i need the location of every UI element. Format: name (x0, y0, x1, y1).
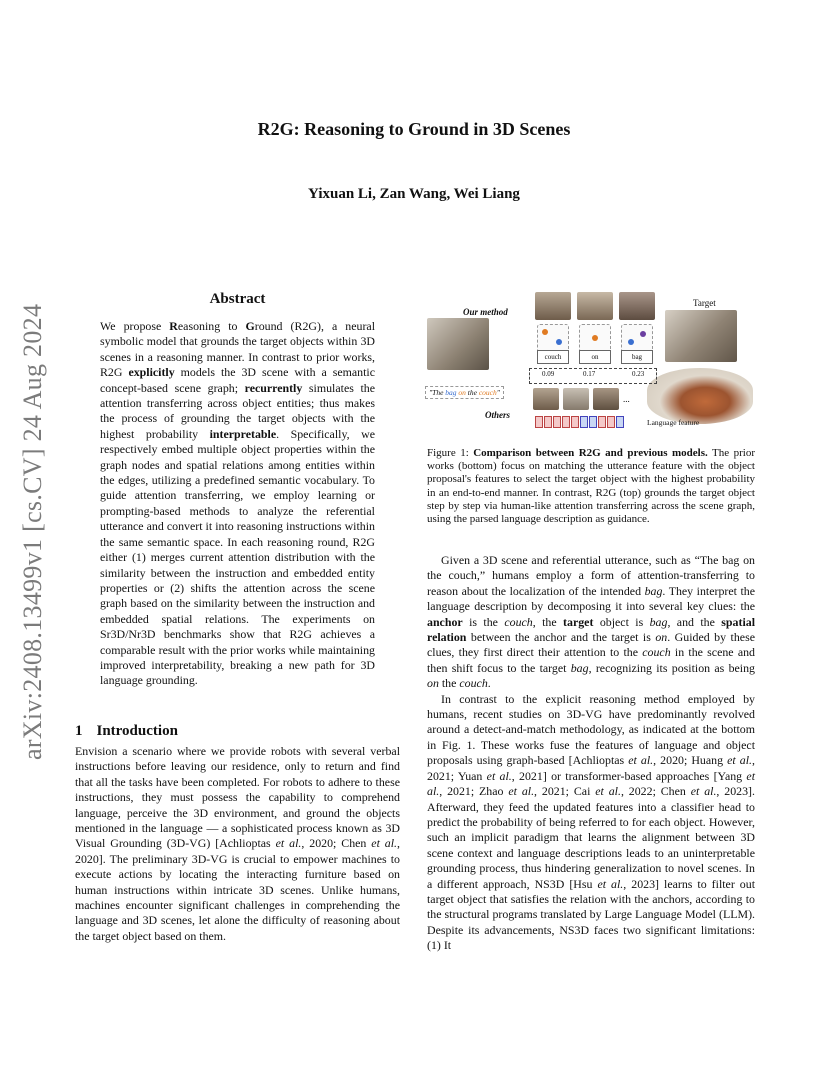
object-proposal-thumbnail (593, 388, 619, 410)
object-thumbnail (535, 292, 571, 320)
object-proposal-thumbnail (563, 388, 589, 410)
introduction-right-column (427, 553, 755, 954)
object-proposal-thumbnail (533, 388, 559, 410)
graph-node (579, 324, 611, 352)
label-our-method: Our method (463, 307, 508, 317)
section-heading-introduction: 1 Introduction (75, 723, 178, 739)
graph-node (621, 324, 653, 352)
score-value: 0.23 (632, 370, 645, 378)
object-thumbnail (577, 292, 613, 320)
score-value: 0.09 (542, 370, 555, 378)
object-thumbnail (619, 292, 655, 320)
paper-authors: Yixuan Li, Zan Wang, Wei Liang (308, 186, 520, 202)
label-others: Others (485, 410, 511, 420)
paragraph: Given a 3D scene and referential utterance, such as “The bag on the couch,” humans employ a form of attention-transferring to reason about the localization of the intended bag. They interpret the language description by decomposing it into several key clues: the anchor is the couch, the target object is bag, and the spatial relation between the anchor and the target is on. Guided by these clues, they first direct their attention to the couch in the scene and then shift focus to the target bag, recognizing its position as being on the couch. (427, 553, 755, 691)
introduction-body: Envision a scenario where we provide robots with several verbal instructions before leaving our residence, only to return and find that all the tasks have been completed. For robots to adhere to these instructions, they must possess the capability to comprehend language, perceive the 3D environment, and ground the objects mentioned in the language — a sophisticated process known as 3D Visual Grounding (3D-VG) [Achlioptas et al., 2020; Chen et al., 2020]. The preliminary 3D-VG is crucial to empower machines to execute actions by locating the interacting furniture based on human instructions within intricate 3D scenes. Unlike humans, machines encounter significant challenges in comprehending the language and 3D scenes, let alone the difficulty of reasoning about the target object based on them. (75, 744, 401, 943)
scene-render-image (427, 318, 489, 370)
language-feature-bar (535, 416, 635, 428)
arxiv-side-stamp: arXiv:2408.13499v1 [cs.CV] 24 Aug 2024 (18, 303, 47, 760)
abstract-heading: Abstract (209, 291, 266, 307)
target-zoom-image (647, 368, 753, 424)
figure-1 (425, 290, 755, 438)
graph-node (537, 324, 569, 352)
word-box-on: on (579, 350, 611, 364)
figure-1-caption: Figure 1: Comparison between R2G and previous models. The prior works (bottom) focus on matching the utterance feature with the object proposal's features to select the target object with the highest probability in an end-to-end manner. In contrast, R2G (top) grounds the target object step by step via human-like attention transferring across the scene graph, using the parsed language description as guidance. (427, 447, 755, 526)
word-box-couch: couch (537, 350, 569, 364)
utterance-text: "The bag on the couch" (425, 386, 504, 399)
word-box-bag: bag (621, 350, 653, 364)
label-target: Target (693, 298, 716, 308)
target-scene-image (665, 310, 737, 362)
paper-title: R2G: Reasoning to Ground in 3D Scenes (257, 119, 571, 139)
paragraph: In contrast to the explicit reasoning method employed by humans, recent studies on 3D-VG have predominantly revolved around a detect-and-match methodology, as indicated at the bottom in Fig. 1. These works fuse the features of language and object proposals using graph-based [Achlioptas et al., 2020; Huang et al., 2021; Yuan et al., 2021] or transformer-based approaches [Yang et al., 2021; Zhao et al., 2021; Cai et al., 2022; Chen et al., 2023]. Afterward, they feed the updated features into a classifier head to predict the probability of being referred to for each object. However, such an implicit paradigm that learns the alignment between 3D scene context and language descriptions leads to an uninterpretable grounding process, thus hindering generalization to novel scenes. In a different approach, NS3D [Hsu et al., 2023] learns to filter out target object that satisfies the relation with the anchors, according to the structural programs translated by Large Language Model (LLM). Despite its advancements, NS3D faces two significant limitations: (1) It (427, 691, 756, 953)
abstract-body: We propose Reasoning to Ground (R2G), a neural symbolic model that grounds the target objects within 3D scenes in a reasoning manner. In contrast to prior works, R2G explicitly models the 3D scene with a semantic concept-based scene graph; recurrently simulates the attention transferring across object entities; thus makes the process of grounding the target objects with the highest probability interpretable. Specifically, we respectively embed multiple object properties within the graph nodes and spatial relations among entities within the edges, utilizing a predefined semantic vocabulary. To guide attention transferring, we employ learning or prompting-based methods to analyze the referential utterance and convert it into reasoning instructions within the same semantic space. In each reasoning round, R2G either (1) merges current attention distribution with the similarity between the instruction and embedded entity properties or (2) shifts the attention across the scene graph based on the similarity between the instruction and embedded spatial relations. The experiments on Sr3D/Nr3D benchmarks show that R2G achieves a comparable result with the prior works while maintaining improved interpretability, breaking a new path for 3D language grounding. (100, 319, 376, 688)
ellipsis: ... (623, 394, 630, 404)
score-value: 0.17 (583, 370, 596, 378)
label-language-feature: Language feature (647, 418, 700, 427)
